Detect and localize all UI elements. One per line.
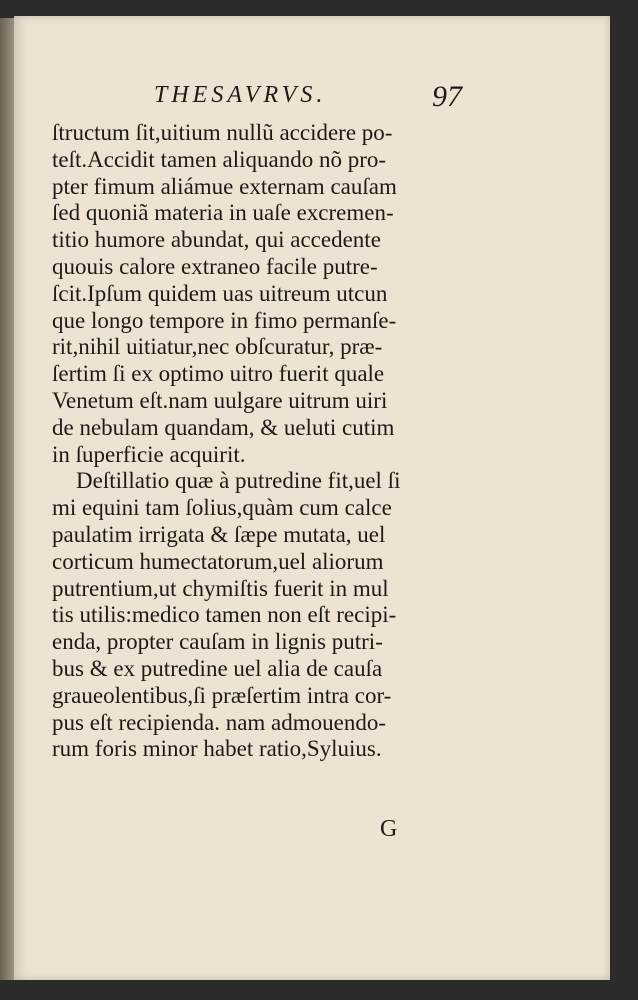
paragraph-1 (52, 120, 482, 468)
text-line: ſed quoniã materia in uaſe excremen- (52, 200, 394, 226)
text-line: teſt.Accidit tamen aliquando nõ pro- (52, 146, 387, 172)
text-line: pter fimum aliámue externam cauſam (52, 173, 397, 199)
text-line: graueolentibus,ſi præſertim intra cor- (52, 682, 392, 708)
text-line: putrentium,ut chymiſtis fuerit in mul (52, 575, 389, 601)
text-body (52, 120, 482, 763)
text-line: rum foris minor habet ratio,Syluius. (52, 736, 382, 762)
text-line: ſcit.Ipſum quidem uas uitreum utcun (52, 280, 388, 306)
text-line: corticum humectatorum,uel aliorum (52, 548, 384, 574)
text-line: que longo tempore in fimo permanſe- (52, 307, 397, 333)
text-line: quouis calore extraneo facile putre- (52, 253, 378, 279)
text-line: enda, propter cauſam in lignis putri- (52, 629, 383, 655)
text-line: mi equini tam ſolius,quàm cum calce (52, 495, 392, 521)
text-line: paulatim irrigata & ſæpe mutata, uel (52, 521, 386, 547)
running-head (14, 78, 610, 118)
text-line: Deſtillatio quæ à putredine fit,uel ſi (76, 468, 401, 494)
text-line: titio humore abundat, qui accedente (52, 227, 381, 253)
text-line: ſtructum ſit,uitium nullũ accidere po- (52, 120, 393, 145)
running-head-title: THESAVRVS. (154, 82, 327, 108)
text-line: pus eſt recipienda. nam admouendo- (52, 709, 387, 735)
text-line: Venetum eſt.nam uulgare uitrum uiri (52, 387, 388, 413)
book-page (14, 16, 610, 980)
text-line: bus & ex putredine uel alia de cauſa (52, 655, 383, 681)
page-number: 97 (432, 80, 462, 113)
text-line: tis utilis:medico tamen non eſt recipi- (52, 602, 397, 628)
paragraph-2 (52, 468, 482, 763)
signature-mark: G (380, 816, 398, 842)
text-line: ſertim ſi ex optimo uitro fuerit quale (52, 361, 385, 387)
text-line: in ſuperficie acquirit. (52, 441, 246, 467)
text-line: de nebulam quandam, & ueluti cutim (52, 414, 395, 440)
text-line: rit,nihil uitiatur,nec obſcuratur, præ- (52, 334, 383, 360)
